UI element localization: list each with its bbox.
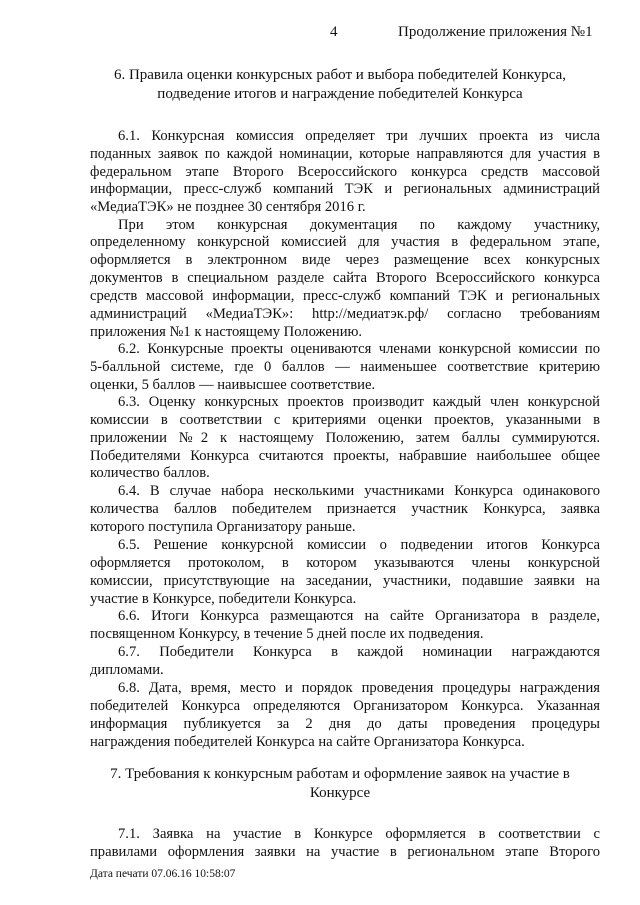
- paragraph-line: количества баллов победителем признается участник Конкурса, заявка: [90, 501, 600, 517]
- paragraph-line: которого поступила Организатору раньше.: [90, 519, 356, 535]
- paragraph-line: награждения победителей Конкурса на сайте Организатора Конкурса.: [90, 734, 525, 750]
- paragraph-line: информации, пресс-служб компаний ТЭК и региональных администраций: [90, 181, 600, 197]
- paragraph-line: 6.7. Победители Конкурса в каждой номинации награждаются: [118, 644, 600, 660]
- section-6-title: 6. Правила оценки конкурсных работ и выбора победителей Конкурса, подведение итогов и награждение победителей Конкурса: [113, 67, 567, 102]
- paragraph-line: комиссии в соответствии с критериями оценки проектов, указанными в: [90, 412, 600, 428]
- paragraph-line: дипломами.: [90, 662, 164, 678]
- paragraph-line: оформляется протоколом, в котором указываются члены конкурсной: [90, 555, 600, 571]
- paragraph-line: информация публикуется за 2 дня до даты проведения процедуры: [90, 716, 600, 732]
- paragraph-line: участие в Конкурсе, победители Конкурса.: [90, 591, 357, 607]
- paragraph-line: 5-балльной системе, где 0 баллов — наименьшее соответствие критерию: [90, 359, 600, 375]
- paragraph-line: 6.3. Оценку конкурсных проектов производит каждый член конкурсной: [118, 394, 600, 410]
- paragraph-line: средств массовой информации, пресс-служб компаний ТЭК и региональных: [90, 288, 600, 304]
- paragraph-line: документов в специальном разделе сайта Второго Всероссийского конкурса: [90, 270, 600, 286]
- paragraph-line: Победителями Конкурса считаются проекты, набравшие наибольшее общее: [90, 448, 600, 464]
- paragraph-line: 7.1. Заявка на участие в Конкурсе оформляется в соответствии с: [118, 826, 600, 842]
- paragraph-line: определенному конкурсной комиссией для участия в федеральном этапе,: [90, 234, 600, 250]
- paragraph-line: приложении №2 к настоящему Положению, затем баллы суммируются.: [90, 430, 600, 446]
- paragraph-line: посвященном Конкурсу, в течение 5 дней после их подведения.: [90, 626, 484, 642]
- paragraph-line: количество баллов.: [90, 465, 210, 481]
- appendix-label: Продолжение приложения №1: [398, 24, 593, 40]
- paragraph-line: победителей Конкурса определяются Организатором Конкурса. Указанная: [90, 698, 600, 714]
- paragraph-line: При этом конкурсная документация по каждому участнику,: [118, 217, 600, 233]
- paragraph-line: 6.8. Дата, время, место и порядок проведения процедуры награждения: [118, 680, 600, 696]
- paragraph-line: приложения №1 к настоящему Положению.: [90, 324, 363, 340]
- paragraph-line: 6.1. Конкурсная комиссия определяет три лучших проекта из числа: [118, 128, 600, 144]
- page-number: 4: [330, 24, 338, 40]
- paragraph-line: комиссии, присутствующие на заседании, участники, подавшие заявки на: [90, 573, 600, 589]
- paragraph-line: 6.4. В случае набора несколькими участниками Конкурса одинакового: [118, 483, 600, 499]
- paragraph-line: 6.6. Итоги Конкурса размещаются на сайте Организатора в разделе,: [118, 608, 600, 624]
- paragraph-line: поданных заявок по каждой номинации, которые направляются для участия в: [90, 146, 600, 162]
- paragraph-line: «МедиаТЭК» не позднее 30 сентября 2016 г.: [90, 199, 366, 215]
- paragraph-line: оценки, 5 баллов — наивысшее соответствие.: [90, 377, 376, 393]
- section-7-title: 7. Требования к конкурсным работам и оформление заявок на участие в Конкурсе: [110, 766, 570, 801]
- paragraph-line: федеральном этапе Второго Всероссийского конкурса средств массовой: [90, 164, 600, 180]
- paragraph-line: правилами оформления заявки на участие в региональном этапе Второго: [90, 844, 600, 860]
- paragraph-line: оформляется в электронном виде через размещение всех конкурсных: [90, 252, 600, 268]
- paragraph-line: 6.2. Конкурсные проекты оцениваются членами конкурсной комиссии по: [118, 341, 600, 357]
- paragraph-line: 6.5. Решение конкурсной комиссии о подведении итогов Конкурса: [118, 537, 600, 553]
- paragraph-line: администраций «МедиаТЭК»: http://медиатэк.рф/ согласно требованиям: [90, 306, 600, 322]
- print-date: Дата печати 07.06.16 10:58:07: [90, 868, 236, 880]
